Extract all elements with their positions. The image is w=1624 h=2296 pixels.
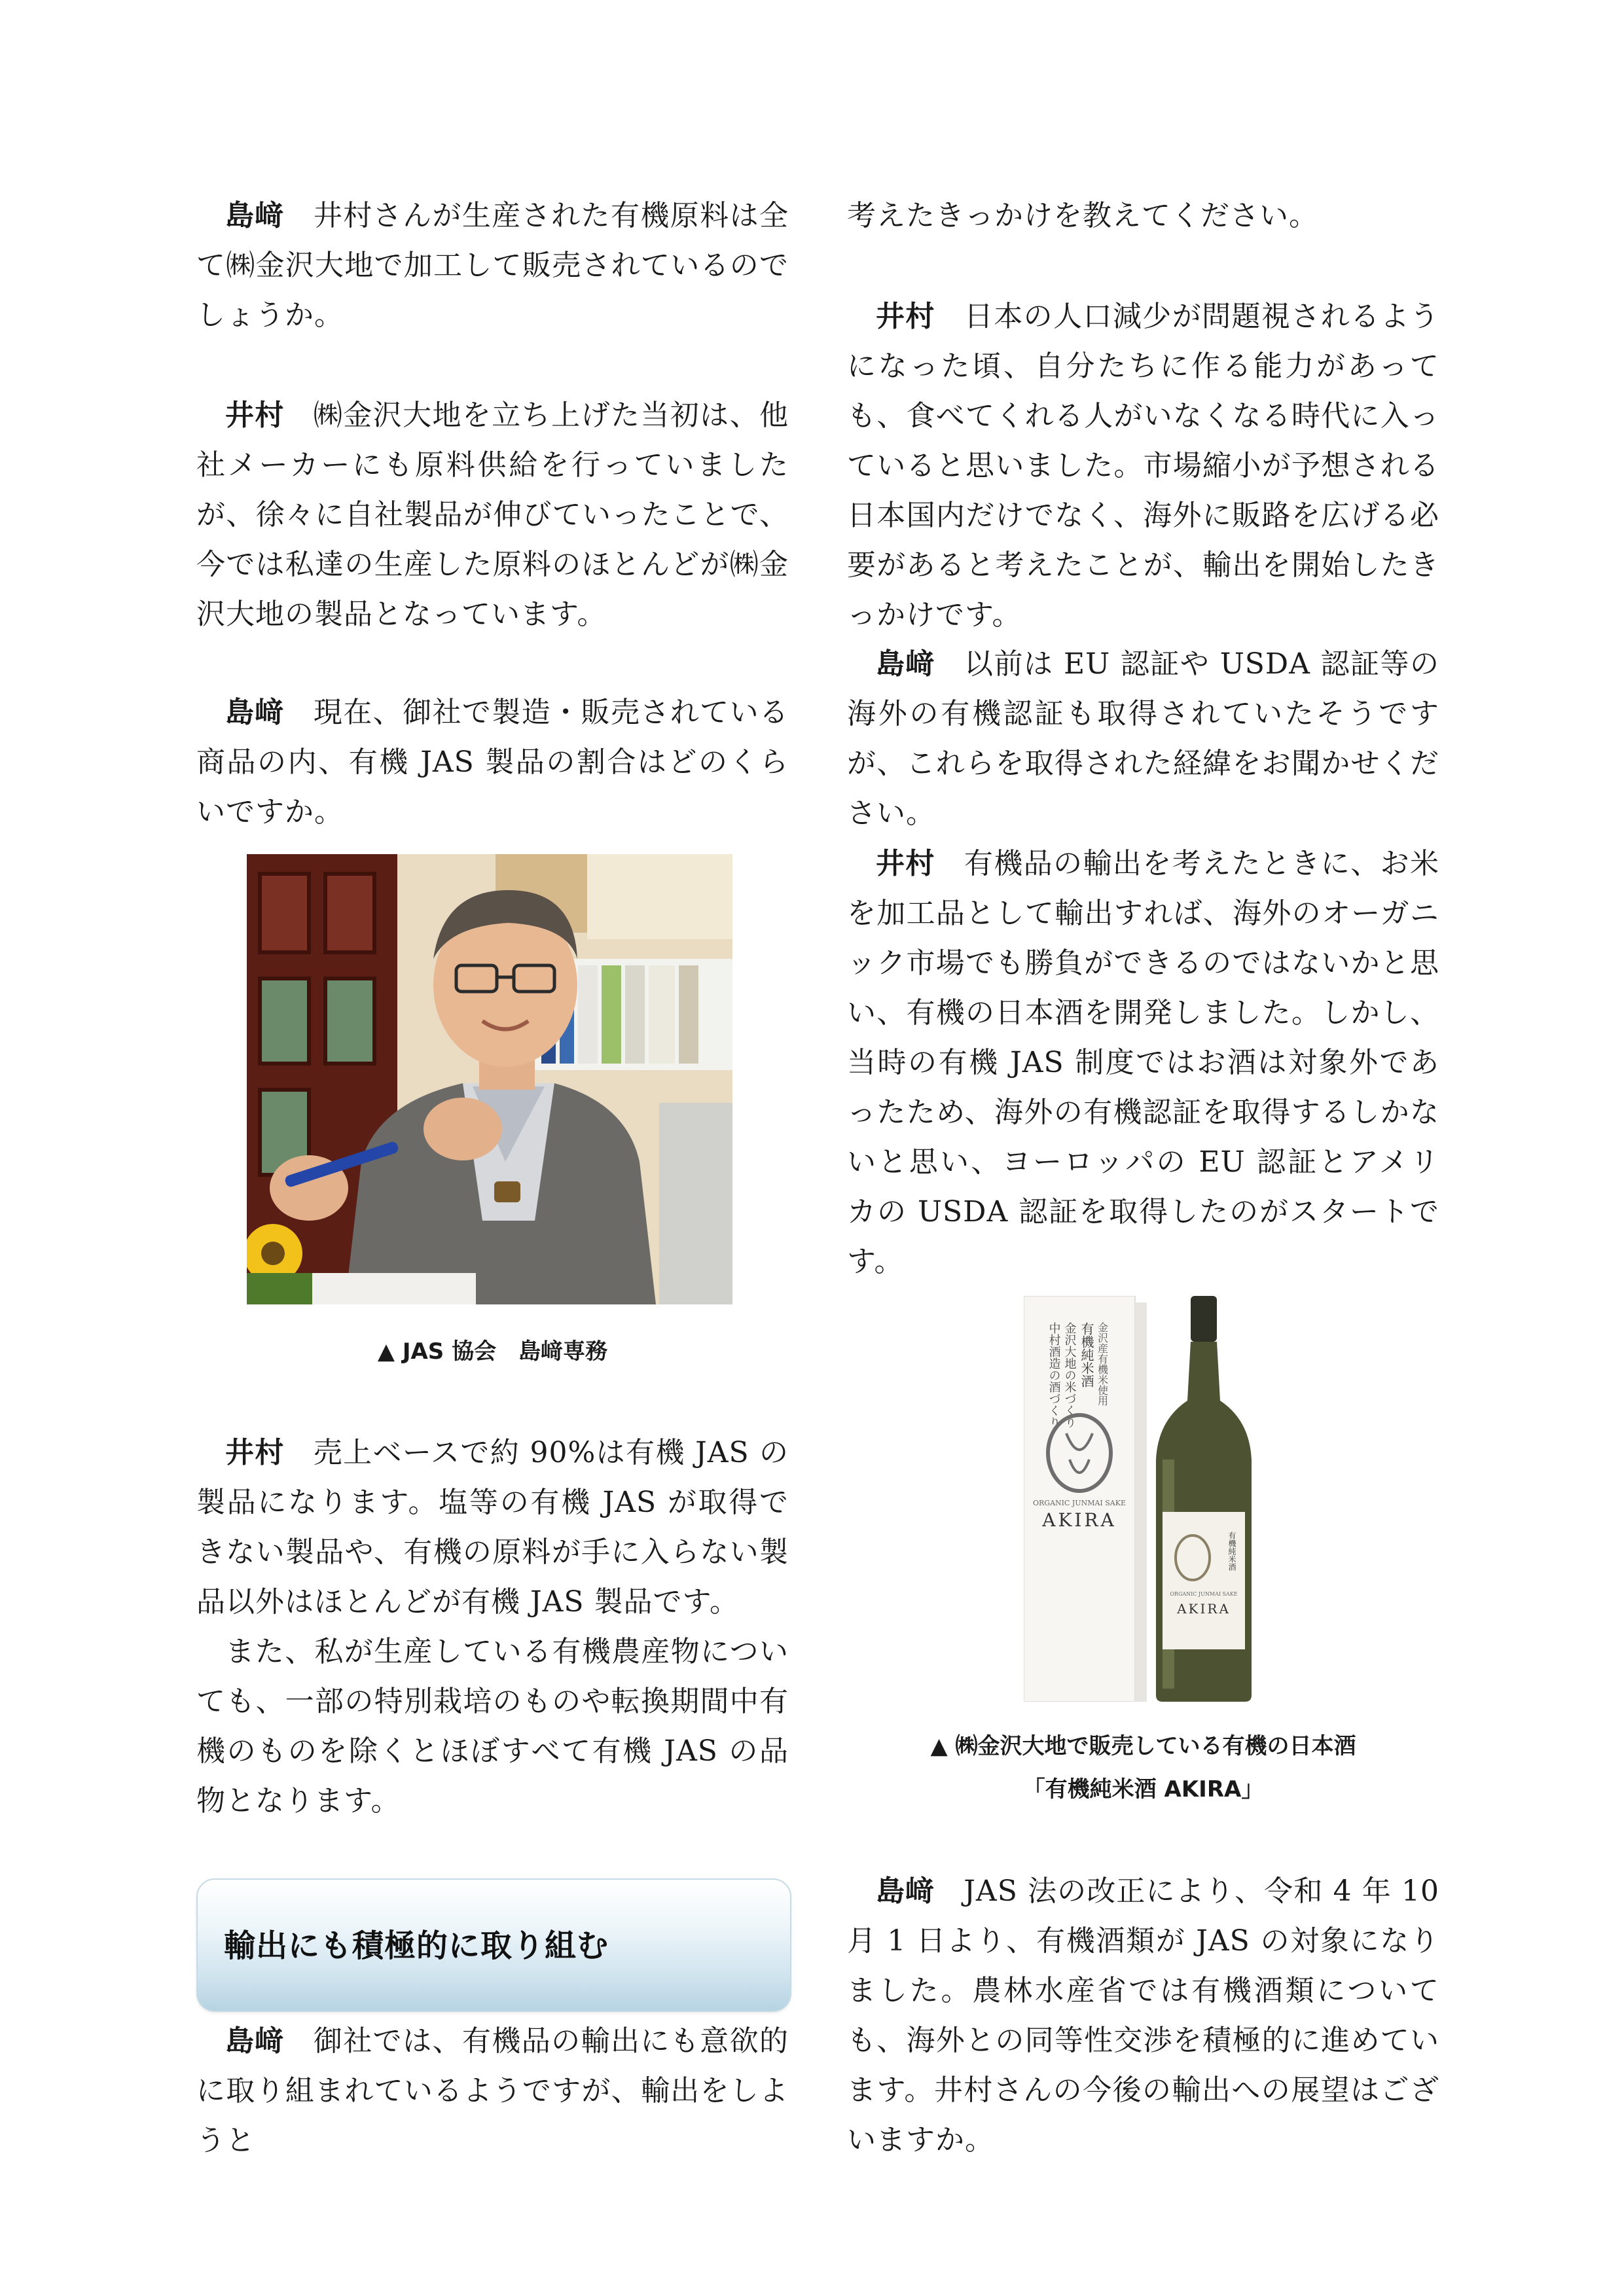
paragraph-text: 井村さんが生産された有機原料は全て㈱金沢大地で加工して販売されているのでしょうか。 xyxy=(196,199,789,332)
paragraph-text: JAS 法の改正により、令和 4 年 10 月 1 日より、有機酒類が JAS の対象になりました。農林水産省では有機酒類についても、海外との同等性交渉を積極的に進めています。井村さんの今後の輸出への展望はございますか。 xyxy=(847,1874,1439,2157)
paragraph-text: 以前は EU 認証や USDA 認証等の海外の有機認証も取得されていたそうですが、これらを取得された経緯をお聞かせください。 xyxy=(847,647,1439,830)
speaker-label: 井村 xyxy=(225,1436,285,1469)
speaker-label: 島﨑 xyxy=(225,199,285,232)
paragraph-text: 考えたきっかけを教えてください。 xyxy=(847,199,1318,232)
box-brand: AKIRA xyxy=(1042,1509,1117,1531)
paragraph-imura-2 xyxy=(196,1428,789,1627)
section-heading: 輸出にも積極的に取り組む xyxy=(224,1928,609,1964)
product-caption-line1: ▲ ㈱金沢大地で販売している有機の日本酒 xyxy=(930,1733,1356,1759)
box-text-vertical-4: 中村酒造の酒づくり xyxy=(1047,1322,1061,1428)
speaker-label: 島﨑 xyxy=(225,2024,285,2058)
box-text-vertical-1: 金沢産有機米使用 xyxy=(1096,1322,1109,1406)
paragraph-imura-3 xyxy=(847,292,1439,640)
paragraph-text: 御社では、有機品の輸出にも意欲的に取り組まれているようですが、輸出をしようと xyxy=(196,2024,789,2157)
paragraph-shimazaki-3 xyxy=(196,2017,789,2166)
paragraph-text: 有機品の輸出を考えたときに、お米を加工品として輸出すれば、海外のオーガニック市場でも勝負ができるのではないかと思い、有機の日本酒を開発しました。しかし、当時の有機 JAS 制度ではお酒は対象外であったため、海外の有機認証を取得するしかないと思い、ヨーロッパの EU 認証とアメリカの USDA 認証を取得したのがスタートです。 xyxy=(847,847,1440,1278)
paragraph-text: ㈱金沢大地を立ち上げた当初は、他社メーカーにも原料供給を行っていましたが、徐々に自社製品が伸びていったことで、今では私達の生産した原料のほとんどが㈱金沢大地の製品となっています。 xyxy=(196,399,789,631)
paragraph-text: 売上ベースで約 90%は有機 JAS の製品になります。塩等の有機 JAS が取得できない製品や、有機の原料が手に入らない製品以外はほとんどが有機 JAS 製品です。 xyxy=(196,1436,789,1619)
speaker-label: 井村 xyxy=(876,300,935,333)
speaker-label: 島﨑 xyxy=(876,1874,935,1908)
sake-product-illustration xyxy=(1024,1296,1299,1702)
paragraph-imura-2-continued xyxy=(196,1627,789,1826)
bottle-brand: AKIRA xyxy=(1177,1601,1231,1617)
product-caption-line2: 「有機純米酒 AKIRA」 xyxy=(1022,1776,1264,1803)
photo-caption: ▲ JAS 協会 島﨑専務 xyxy=(377,1338,608,1365)
paragraph-imura-1 xyxy=(196,391,789,639)
box-text-vertical-3: 金沢大地の米づくり xyxy=(1062,1322,1077,1428)
paragraph-imura-4 xyxy=(847,839,1439,1287)
paragraph-text: 日本の人口減少が問題視されるようになった頃、自分たちに作る能力があっても、食べてくれる人がいなくなる時代に入っていると思いました。市場縮小が予想される日本国内だけでなく、海外に販路を広げる必要があると考えたことが、輸出を開始したきっかけです。 xyxy=(847,300,1440,632)
paragraph-text: また、私が生産している有機農産物についても、一部の特別栽培のものや転換期間中有機のものを除くとほぼすべて有機 JAS の品物となります。 xyxy=(196,1635,789,1818)
interview-photo xyxy=(247,854,732,1304)
bottle-label-en: ORGANIC JUNMAI SAKE xyxy=(1170,1591,1238,1597)
box-label-en: ORGANIC JUNMAI SAKE xyxy=(1033,1499,1126,1507)
section-heading-box xyxy=(196,1878,791,2012)
paragraph-shimazaki-5 xyxy=(847,1867,1439,2165)
speaker-label: 井村 xyxy=(225,399,285,432)
speaker-label: 井村 xyxy=(876,847,935,880)
portrait-illustration xyxy=(247,854,732,1304)
paragraph-shimazaki-1 xyxy=(196,191,789,340)
box-text-vertical-2: 有機純米酒 xyxy=(1079,1322,1094,1388)
paragraph-shimazaki-2 xyxy=(196,688,789,837)
paragraph-shimazaki-4 xyxy=(847,639,1439,838)
speaker-label: 島﨑 xyxy=(225,696,285,729)
bottle-label-jp: 有機純米酒 xyxy=(1227,1532,1236,1571)
speaker-label: 島﨑 xyxy=(876,647,936,681)
paragraph-continuation xyxy=(847,191,1439,241)
sake-product-image xyxy=(1024,1296,1299,1702)
paragraph-text: 現在、御社で製造・販売されている商品の内、有機 JAS 製品の割合はどのくらいですか。 xyxy=(196,696,789,829)
